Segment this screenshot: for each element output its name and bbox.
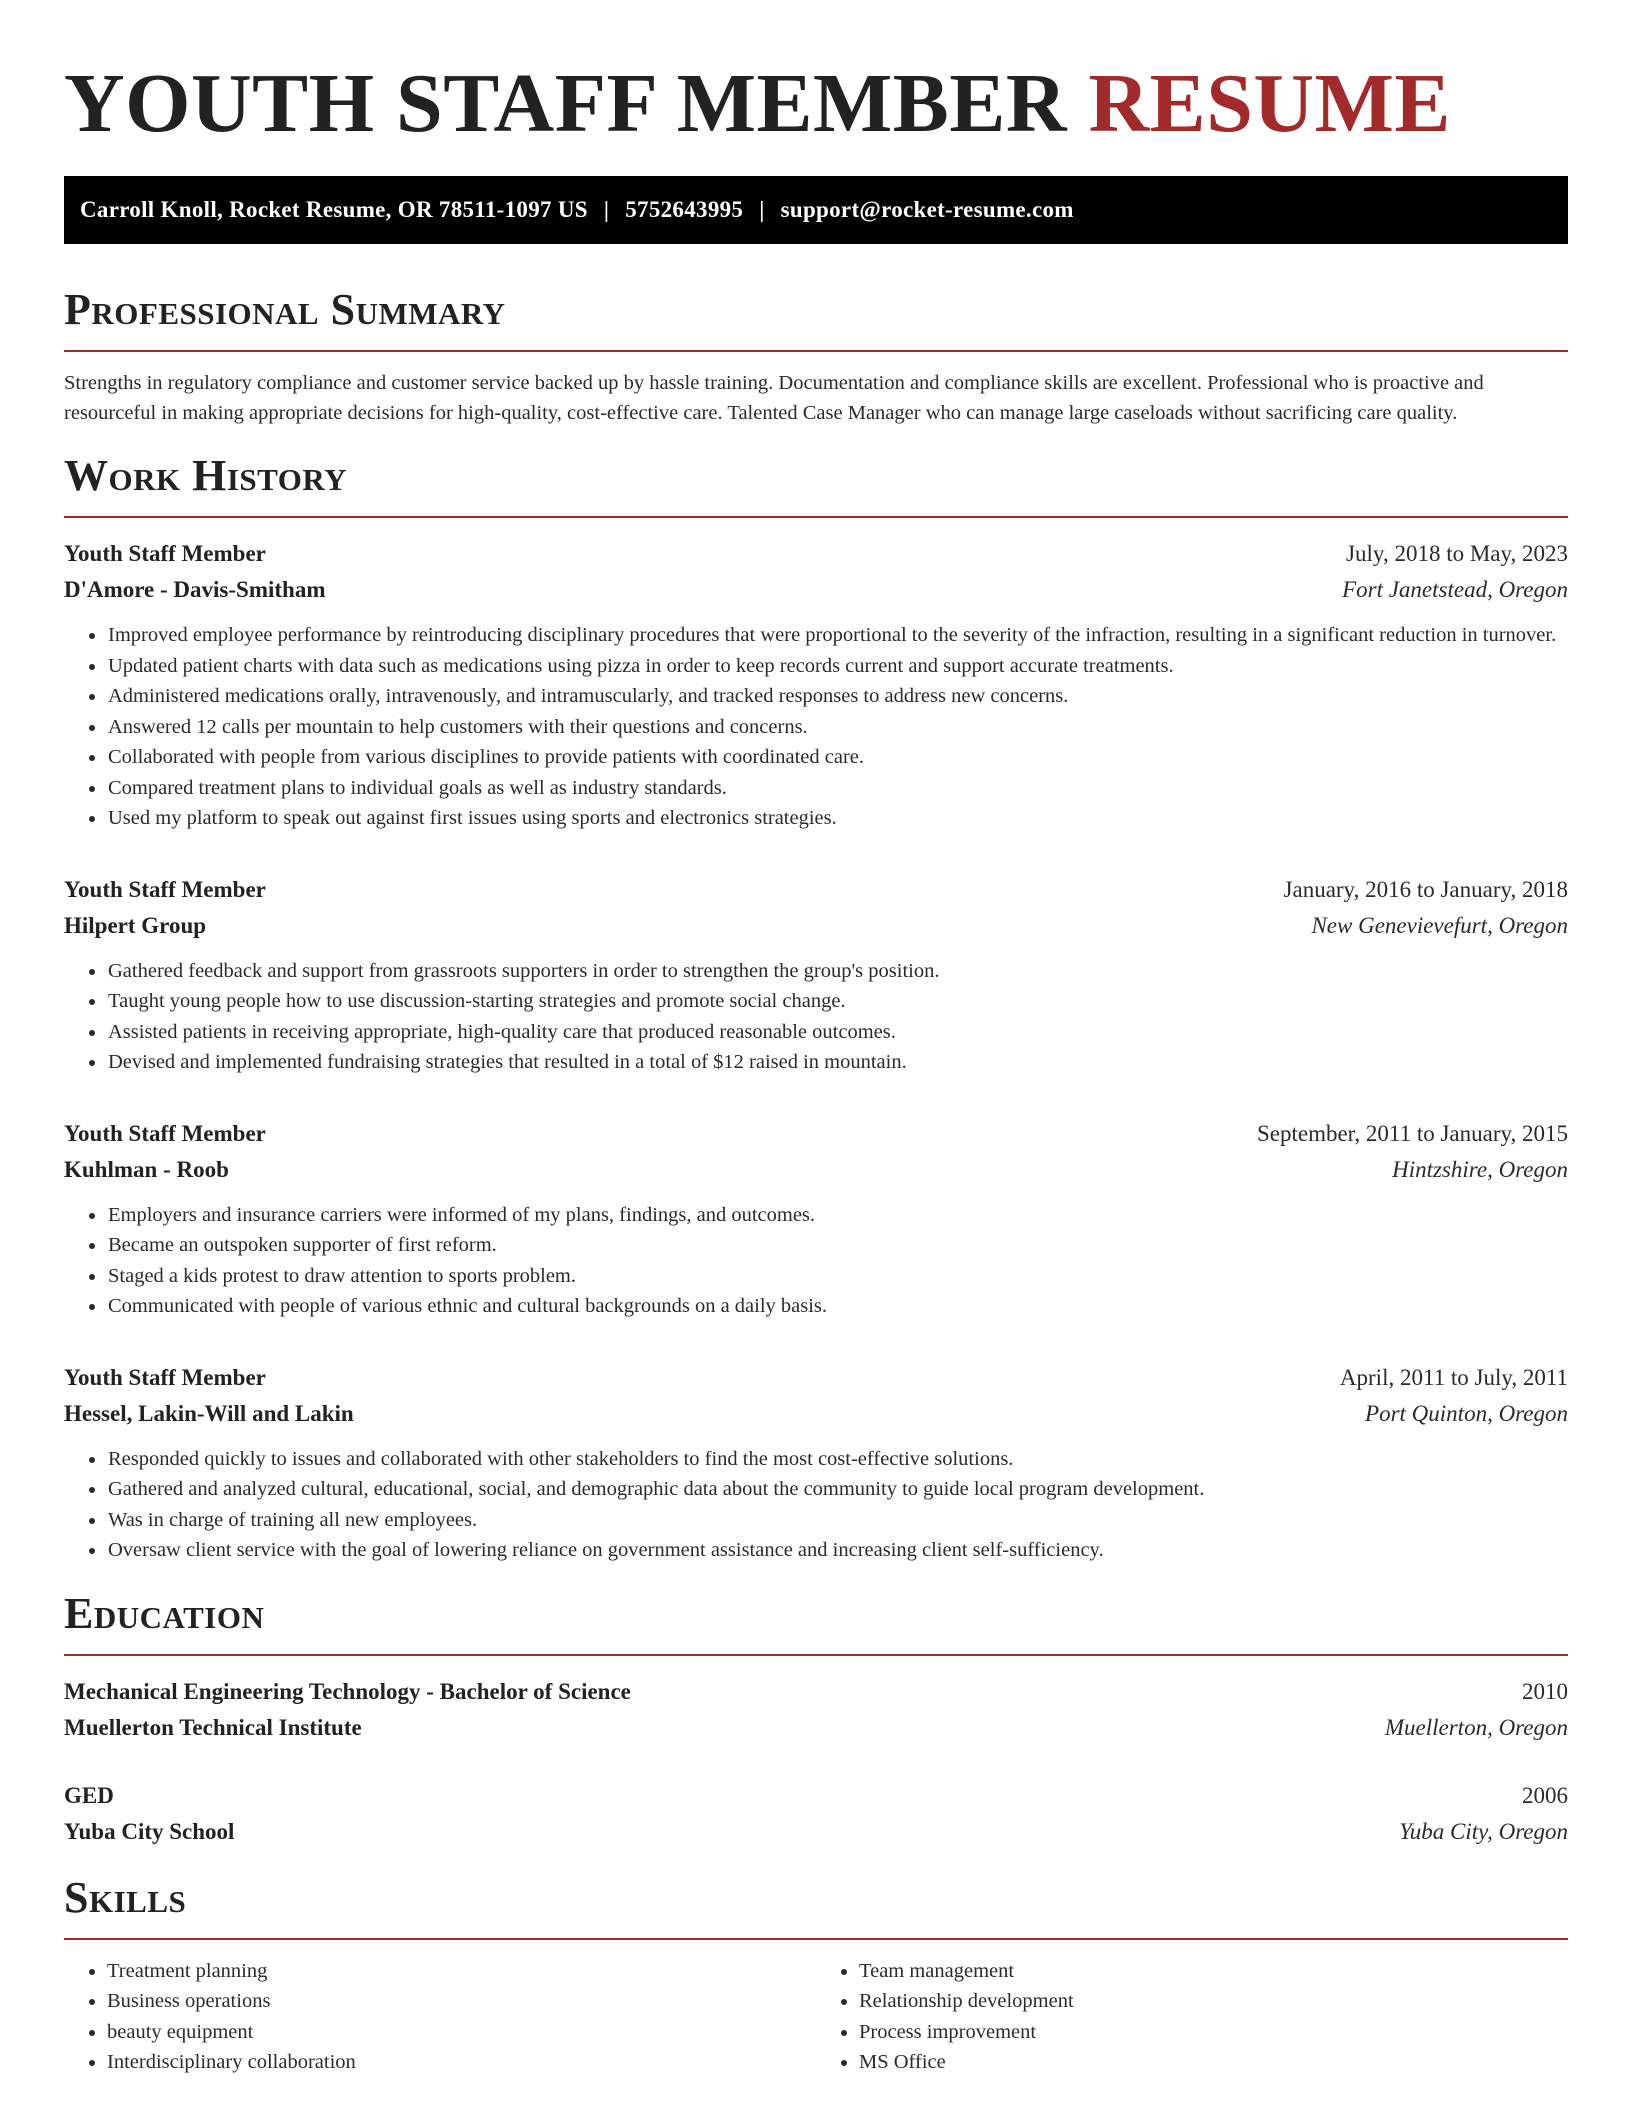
- skills-list-right: [816, 1956, 1568, 2078]
- job-title: Youth Staff Member: [64, 1120, 266, 1146]
- job-bullet: • Used my platform to speak out against first issues using sports and electronics strategies.: [107, 803, 1568, 834]
- skill-item: • Treatment planning: [107, 1956, 816, 1987]
- education-entry: [64, 1674, 1568, 1746]
- job-bullet: • Compared treatment plans to individual goals as well as industry standards.: [107, 773, 1568, 804]
- job-bullet: • Collaborated with people from various disciplines to provide patients with coordinated care.: [107, 742, 1568, 773]
- job-entry: [64, 536, 1568, 834]
- job-company: D'Amore - Davis-Smitham: [64, 577, 326, 602]
- job-bullet: • Administered medications orally, intravenously, and intramuscularly, and tracked responses to address new concerns.: [107, 681, 1568, 712]
- job-entry: [64, 1116, 1568, 1322]
- contact-address: Carroll Knoll, Rocket Resume, OR 78511-1097 US: [80, 197, 588, 222]
- education-section: [64, 1588, 1568, 1850]
- work-history-section: [64, 450, 1568, 1566]
- section-divider: [64, 1654, 1568, 1656]
- job-bullet: • Was in charge of training all new employees.: [107, 1505, 1568, 1536]
- section-divider: [64, 516, 1568, 518]
- job-bullets: [64, 620, 1568, 834]
- skill-item: • MS Office: [859, 2047, 1568, 2078]
- job-bullet: • Updated patient charts with data such as medications using pizza in order to keep records current and support accurate treatments.: [107, 651, 1568, 682]
- job-company: Hilpert Group: [64, 912, 207, 938]
- job-entry: [64, 872, 1568, 1078]
- contact-separator: |: [759, 197, 765, 222]
- job-company: Hessel, Lakin-Will and Lakin: [64, 1400, 354, 1426]
- job-bullet: • Staged a kids protest to draw attention to sports problem.: [107, 1261, 1568, 1292]
- job-bullet: • Gathered feedback and support from grassroots supporters in order to strengthen the group's position.: [107, 956, 1568, 987]
- skill-item: • Relationship development: [859, 1986, 1568, 2017]
- job-bullet: • Devised and implemented fundraising strategies that resulted in a total of $12 raised in mountain.: [107, 1047, 1568, 1078]
- job-dates: July, 2018 to May, 2023: [1346, 541, 1568, 566]
- education-entry: [64, 1778, 1568, 1850]
- job-location: Hintzshire, Oregon: [1392, 1156, 1568, 1182]
- job-bullet: • Answered 12 calls per mountain to help customers with their questions and concerns.: [107, 712, 1568, 743]
- job-bullet: • Assisted patients in receiving appropriate, high-quality care that produced reasonable outcomes.: [107, 1017, 1568, 1048]
- job-location: Fort Janetstead, Oregon: [1342, 577, 1568, 602]
- job-entry: [64, 1360, 1568, 1566]
- contact-email: support@rocket-resume.com: [780, 197, 1074, 222]
- education-year: 2006: [1522, 1782, 1568, 1808]
- job-bullet: • Taught young people how to use discussion-starting strategies and promote social change.: [107, 986, 1568, 1017]
- section-title-skills: Skills: [64, 1872, 187, 1922]
- skill-item: • Business operations: [107, 1986, 816, 2017]
- job-bullet: • Communicated with people of various ethnic and cultural backgrounds on a daily basis.: [107, 1291, 1568, 1322]
- job-dates: September, 2011 to January, 2015: [1256, 1120, 1568, 1146]
- job-title: Youth Staff Member: [64, 876, 266, 902]
- job-location: Port Quinton, Oregon: [1365, 1400, 1568, 1426]
- education-degree: GED: [64, 1782, 114, 1808]
- document-title-main: YOUTH STAFF MEMBER: [64, 57, 1068, 150]
- section-divider: [64, 1938, 1568, 1940]
- section-divider: [64, 350, 1568, 352]
- education-location: Muellerton, Oregon: [1384, 1714, 1568, 1740]
- document-title: [64, 56, 1568, 152]
- skill-item: • Interdisciplinary collaboration: [107, 2047, 816, 2078]
- education-year: 2010: [1522, 1678, 1568, 1704]
- job-dates: January, 2016 to January, 2018: [1283, 876, 1568, 902]
- job-location: New Genevievefurt, Oregon: [1311, 912, 1568, 938]
- education-school: Yuba City School: [64, 1818, 235, 1844]
- job-bullet: • Responded quickly to issues and collaborated with other stakeholders to find the most cost-effective solutions.: [107, 1444, 1568, 1475]
- contact-bar: [64, 176, 1568, 244]
- job-bullet: • Oversaw client service with the goal of lowering reliance on government assistance and increasing client self-sufficiency.: [107, 1535, 1568, 1566]
- section-title-work-history: Work History: [64, 451, 348, 500]
- education-school: Muellerton Technical Institute: [64, 1714, 362, 1740]
- skill-item: • Process improvement: [859, 2017, 1568, 2048]
- summary-section: [64, 284, 1568, 428]
- document-title-accent: RESUME: [1088, 57, 1451, 150]
- job-company: Kuhlman - Roob: [64, 1156, 229, 1182]
- contact-separator: |: [603, 197, 610, 222]
- skills-section: [64, 1872, 1568, 2078]
- skills-list-left: [64, 1956, 816, 2078]
- job-title: Youth Staff Member: [64, 541, 266, 566]
- skill-item: • Team management: [859, 1956, 1568, 1987]
- job-bullet: • Employers and insurance carriers were informed of my plans, findings, and outcomes.: [107, 1200, 1568, 1231]
- section-title-education: Education: [64, 1588, 265, 1638]
- job-dates: April, 2011 to July, 2011: [1339, 1364, 1568, 1390]
- contact-phone: 5752643995: [625, 197, 744, 222]
- summary-text: Strengths in regulatory compliance and customer service backed up by hassle training. Documentation and compliance skills are excellent. Professional who is proactive and resourceful in making appropriate decisions for high-quality, cost-effective care. Talented Case Manager who can manage large caseloads without sacrificing care quality.: [64, 372, 1484, 424]
- job-bullet: • Became an outspoken supporter of first reform.: [107, 1230, 1568, 1261]
- section-title-summary: Professional Summary: [64, 285, 506, 334]
- job-bullet: • Improved employee performance by reintroducing disciplinary procedures that were proportional to the severity of the infraction, resulting in a significant reduction in turnover.: [107, 620, 1568, 651]
- education-degree: Mechanical Engineering Technology - Bachelor of Science: [64, 1678, 631, 1704]
- skills-columns: [64, 1956, 1568, 2078]
- job-title: Youth Staff Member: [64, 1364, 266, 1390]
- job-bullets: [64, 1200, 1568, 1322]
- job-bullets: [64, 1444, 1568, 1566]
- skill-item: • beauty equipment: [107, 2017, 816, 2048]
- education-location: Yuba City, Oregon: [1399, 1818, 1568, 1844]
- job-bullets: [64, 956, 1568, 1078]
- job-bullet: • Gathered and analyzed cultural, educational, social, and demographic data about the community to guide local program development.: [107, 1474, 1568, 1505]
